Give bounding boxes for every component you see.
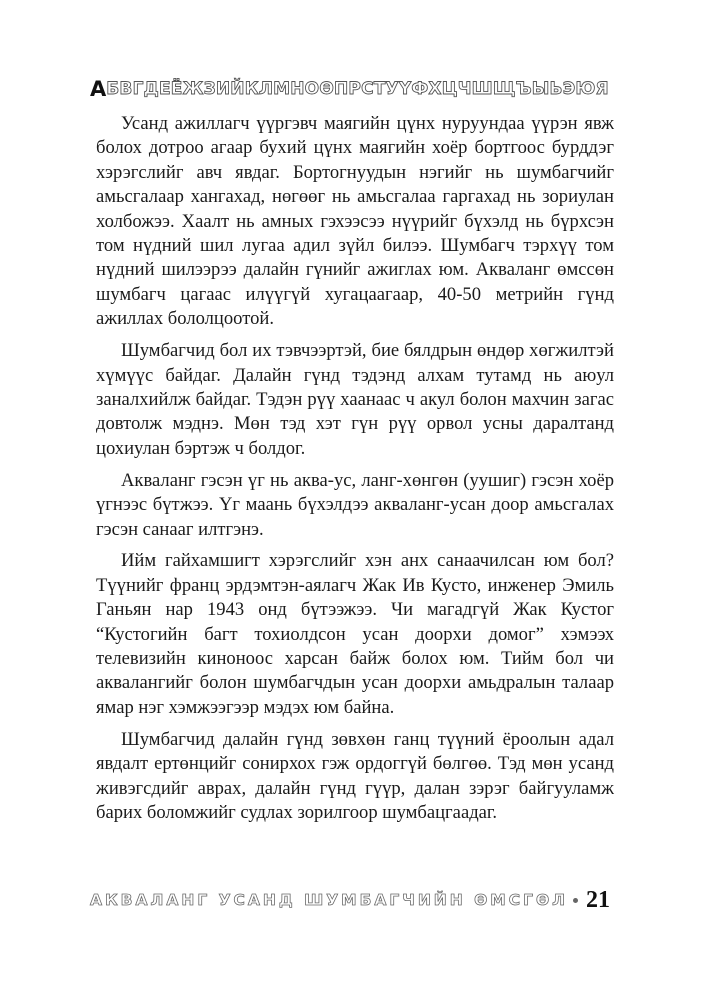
alphabet-header — [90, 76, 610, 102]
alphabet-letters: БВГДЕЁЖЗИЙКЛМНОӨПРСТУҮФХЦЧШЩЪЫЬЭЮЯ — [106, 79, 609, 99]
page-number-group — [573, 887, 610, 914]
paragraph-3: Акваланг гэсэн үг нь аква-ус, ланг-хөнгөн (уушиг) гэсэн хоёр үгнээс бүтжээ. Үг маань бүхэлдээ акваланг-усан доор амьсгалах гэсэн санааг илтгэнэ. — [96, 469, 614, 540]
body-text — [96, 112, 614, 833]
separator-dot-icon — [573, 898, 578, 903]
paragraph-2: Шумбагчид бол их тэвчээртэй, бие бялдрын өндөр хөгжилтэй хүмүүс байдаг. Далайн гүнд тэдэнд алхам тутамд нь аюул заналхийлж байдаг. Тэдэн рүү хаанаас ч акул болон махчин загас довтолж мэднэ. Мөн тэд хэт гүн рүү орвол усны даралтанд цохиулан бэртэж ч болдог. — [96, 340, 614, 459]
paragraph-1: Усанд ажиллагч үүргэвч маягийн цүнх нуруундаа үүрэн явж болох дотроо агаар бухий цүнх маягийн хоёр бортгоос бурддэг хэрэгслийг авч явдаг. Бортогнуудын нэгийг нь шумбагчийг амьсгалаар хангахад, нөгөөг нь амьсгалаа гаргахад нь зориулан холбожээ. Хаалт нь амных гэхээсээ нүүрийг бүхэлд нь бүрхсэн том нүдний шил лугаа адил зүйл билээ. Шумбагч тэрхүү том нүдний шилээрээ далайн гүнийг ажиглах юм. Акваланг өмссөн шумбагч цагаас илүүгүй хугацаагаар, 40-50 метрийн гүнд ажиллах бололцоотой. — [96, 113, 614, 330]
running-title: АКВАЛАНГ УСАНД ШУМБАГЧИЙН ӨМСГӨЛ — [90, 891, 569, 909]
alphabet-first-letter: А — [90, 77, 107, 101]
paragraph-5: Шумбагчид далайн гүнд зөвхөн ганц түүний ёроолын адал явдалт ертөнцийг сонирхох гэж ордоггүй бөлгөө. Тэд мөн усанд живэгсдийг аврах, далайн гүнд гүүр, далан зэрэг байгууламж барих боломжийг судлах зорилгоор шумбацгаадаг. — [96, 728, 614, 823]
paragraph-4: Ийм гайхамшигт хэрэгслийг хэн анх санаачилсан юм бол? Түүнийг франц эрдэмтэн-аялагч Жак Ив Кусто, инженер Эмиль Ганьян нар 1943 онд бүтээжээ. Чи магадгүй Жак Кустог “Кустогийн багт тохиолдсон усан доорхи домог” хэмээх телевизийн киноноос харсан байж болох юм. Тийм бол чи аквалангийг болон шумбагчдын усан доорхи амьдралын талаар ямар нэг хэмжээгээр мэдэх юм байна. — [96, 550, 614, 718]
page-footer — [90, 884, 610, 916]
page-number: 21 — [586, 886, 610, 913]
